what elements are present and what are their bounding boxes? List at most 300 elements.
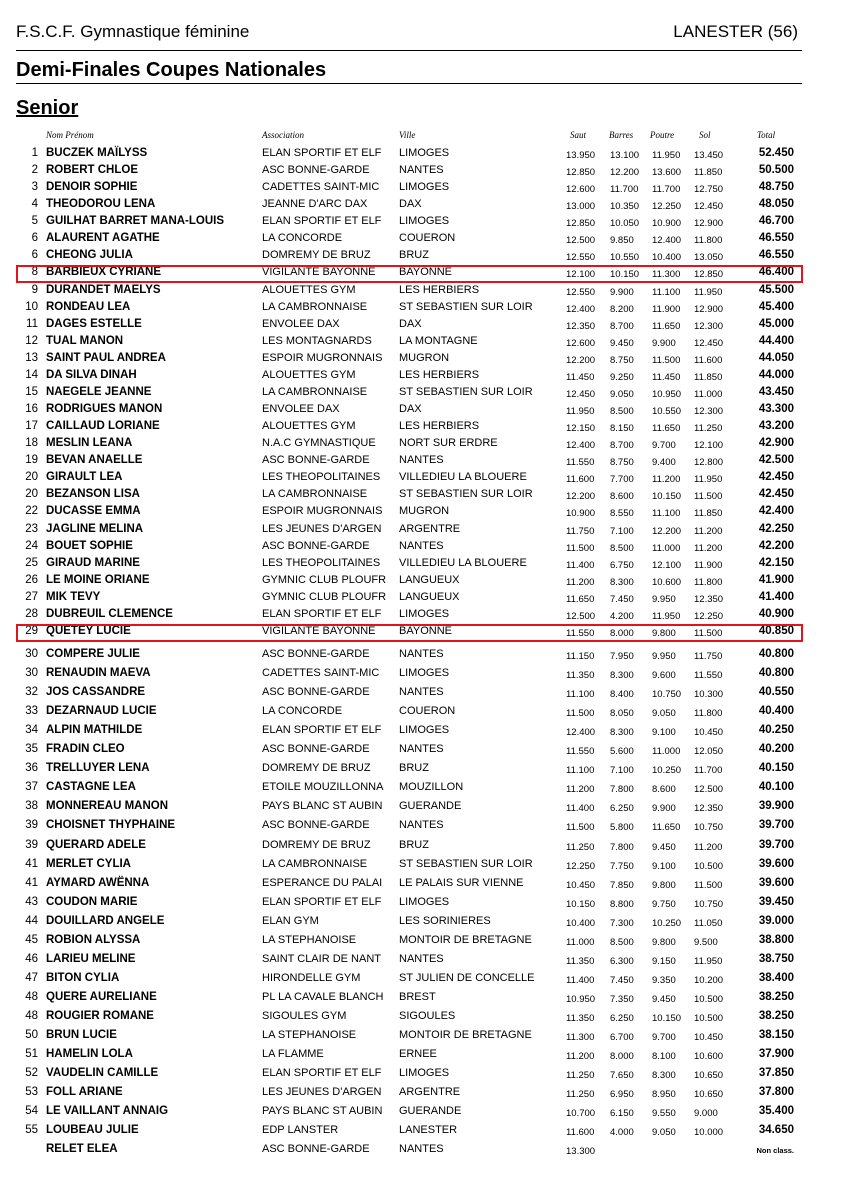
row-saut-score: 11.200 (566, 576, 595, 588)
row-barres-score: 6.950 (610, 1089, 634, 1101)
row-name: MERLET CYLIA (46, 857, 131, 870)
row-saut-score: 11.200 (566, 1051, 595, 1063)
row-association: EDP LANSTER (262, 1124, 339, 1137)
row-total: 42.200 (758, 539, 794, 552)
row-name: DUCASSE EMMA (46, 505, 141, 518)
row-total: 35.400 (758, 1105, 794, 1118)
row-poutre-score: 9.900 (652, 337, 676, 349)
row-barres-score: 6.300 (610, 955, 634, 967)
row-name: MESLIN LEANA (46, 437, 133, 450)
table-row (0, 877, 861, 894)
row-total: 38.250 (758, 990, 794, 1003)
row-sol-score: 12.100 (694, 440, 724, 452)
row-rank: 28 (25, 607, 38, 620)
table-row (0, 318, 861, 335)
row-sol-score: 11.700 (694, 765, 723, 777)
row-city: NANTES (399, 1143, 444, 1156)
row-total: 39.700 (758, 838, 794, 851)
row-rank: 30 (25, 648, 38, 660)
row-association: PL LA CAVALE BLANCH (262, 990, 384, 1003)
row-poutre-score: 11.700 (652, 184, 681, 196)
row-barres-score: 8.500 (610, 936, 634, 948)
row-poutre-score: 11.100 (652, 286, 681, 298)
row-city: NANTES (399, 952, 444, 965)
row-total: 45.500 (758, 283, 794, 296)
section-title: Senior (16, 97, 79, 119)
row-saut-score: 10.400 (566, 917, 596, 929)
row-name: ROBION ALYSSA (46, 933, 141, 946)
row-sol-score: 11.800 (694, 576, 723, 588)
row-poutre-score: 9.950 (652, 651, 676, 662)
row-city: LES SORINIERES (399, 914, 491, 927)
table-row (0, 724, 861, 741)
row-poutre-score: 11.000 (652, 542, 681, 554)
row-association: ASC BONNE-GARDE (262, 454, 370, 467)
row-name: MIK TEVY (46, 590, 101, 603)
row-association: ESPERANCE DU PALAI (262, 876, 383, 889)
row-association: SAINT CLAIR DE NANT (262, 952, 381, 965)
row-saut-score: 10.150 (566, 898, 596, 910)
row-saut-score: 12.550 (566, 252, 596, 264)
row-total: 42.500 (758, 454, 794, 467)
row-barres-score: 8.750 (610, 354, 634, 366)
row-total: 37.800 (758, 1086, 794, 1099)
row-total: 39.450 (758, 895, 794, 908)
row-city: DAX (399, 403, 422, 416)
row-poutre-score: 9.800 (652, 936, 676, 948)
row-saut-score: 11.100 (566, 689, 595, 701)
table-row (0, 523, 861, 540)
row-rank: 23 (25, 522, 38, 535)
row-association: ASC BONNE-GARDE (262, 819, 370, 832)
table-row (0, 403, 861, 420)
row-poutre-score: 12.400 (652, 235, 682, 247)
row-saut-score: 10.700 (566, 1108, 596, 1120)
table-row (0, 686, 861, 703)
row-rank: 12 (25, 334, 38, 347)
row-city: BRUZ (399, 838, 429, 851)
row-sol-score: 11.500 (694, 627, 723, 639)
row-sol-score: 13.050 (694, 252, 724, 264)
row-association: LA CAMBRONNAISE (262, 488, 368, 501)
row-city: LES HERBIERS (399, 368, 480, 381)
row-rank: 30 (25, 667, 38, 680)
row-sol-score: 10.500 (694, 993, 724, 1005)
table-row (0, 762, 861, 779)
row-total: 43.200 (758, 420, 794, 433)
row-poutre-score: 9.400 (652, 457, 676, 469)
row-association: JEANNE D'ARC DAX (262, 198, 368, 211)
row-name: RENAUDIN MAEVA (46, 667, 151, 680)
row-city: LIMOGES (399, 667, 450, 680)
row-total: 46.550 (758, 232, 794, 245)
row-total: 46.700 (758, 215, 794, 228)
row-rank: 29 (25, 624, 38, 637)
row-name: BOUET SOPHIE (46, 539, 133, 552)
row-poutre-score: 9.100 (652, 860, 676, 872)
row-city: COUERON (399, 705, 456, 718)
row-total: 43.450 (758, 385, 794, 398)
row-poutre-score: 9.450 (652, 841, 676, 853)
row-sol-score: 11.000 (694, 388, 723, 400)
row-saut-score: 11.200 (566, 784, 595, 796)
row-saut-score: 13.300 (566, 1146, 596, 1158)
row-barres-score: 7.850 (610, 879, 634, 891)
row-rank: 46 (25, 952, 38, 965)
row-rank: 38 (25, 800, 38, 813)
row-association: LA STEPHANOISE (262, 1029, 357, 1041)
row-saut-score: 12.850 (566, 167, 596, 179)
row-association: ELAN SPORTIF ET ELF (262, 147, 382, 159)
row-total: 45.000 (758, 317, 794, 330)
row-sol-score: 11.800 (694, 708, 723, 720)
row-association: ASC BONNE-GARDE (262, 648, 370, 660)
table-row (0, 972, 861, 989)
row-barres-score: 9.450 (610, 337, 634, 349)
row-total: 48.050 (758, 198, 794, 211)
row-poutre-score: 11.650 (652, 423, 681, 435)
row-poutre-score: 9.350 (652, 974, 676, 986)
table-row (0, 705, 861, 722)
row-association: LA CAMBRONNAISE (262, 857, 368, 870)
table-row (0, 215, 861, 232)
row-barres-score: 12.200 (610, 167, 640, 179)
row-saut-score: 11.650 (566, 593, 595, 605)
row-name: DURANDET MAELYS (46, 283, 161, 296)
row-association: ASC BONNE-GARDE (262, 539, 370, 552)
row-barres-score: 8.700 (610, 440, 634, 452)
row-rank: 47 (25, 971, 38, 984)
row-rank: 48 (25, 1009, 38, 1022)
row-total: 40.250 (758, 724, 794, 737)
row-barres-score: 8.300 (610, 576, 634, 588)
row-saut-score: 11.350 (566, 670, 595, 682)
row-saut-score: 11.550 (566, 457, 595, 469)
row-association: DOMREMY DE BRUZ (262, 838, 371, 851)
row-barres-score: 6.250 (610, 803, 634, 815)
row-total: 34.650 (758, 1124, 794, 1137)
row-rank: 11 (26, 317, 38, 330)
row-sol-score: 11.050 (694, 917, 723, 929)
row-sol-score: 10.300 (694, 689, 724, 701)
row-rank: 15 (25, 385, 38, 398)
row-association: LA CAMBRONNAISE (262, 300, 368, 313)
row-name: ROBERT CHLOE (46, 164, 138, 177)
table-row (0, 198, 861, 215)
row-city: LIMOGES (399, 895, 450, 908)
row-rank: 39 (25, 838, 38, 851)
row-saut-score: 11.500 (566, 542, 595, 554)
row-city: BRUZ (399, 762, 429, 775)
table-row (0, 471, 861, 488)
row-poutre-score: 8.950 (652, 1089, 676, 1101)
row-city: LIMOGES (399, 215, 450, 228)
row-city: DAX (399, 198, 422, 211)
row-poutre-score: 10.250 (652, 765, 682, 777)
table-row (0, 781, 861, 798)
row-saut-score: 11.400 (566, 559, 595, 571)
row-association: PAYS BLANC ST AUBIN (262, 1105, 383, 1118)
table-row (0, 369, 861, 386)
row-total: 38.150 (758, 1029, 794, 1041)
row-barres-score: 10.350 (610, 201, 640, 213)
row-association: DOMREMY DE BRUZ (262, 249, 371, 262)
row-saut-score: 12.150 (566, 423, 596, 435)
row-saut-score: 11.100 (566, 765, 595, 777)
row-saut-score: 11.550 (566, 627, 595, 639)
row-barres-score: 8.400 (610, 689, 634, 701)
row-saut-score: 12.850 (566, 218, 596, 230)
row-barres-score: 8.050 (610, 708, 634, 720)
row-city: GUERANDE (399, 800, 462, 813)
row-city: LE PALAIS SUR VIENNE (399, 876, 524, 889)
row-poutre-score: 11.450 (652, 371, 681, 383)
row-barres-score: 10.550 (610, 252, 640, 264)
row-rank: 1 (31, 147, 38, 159)
row-association: CADETTES SAINT-MIC (262, 667, 380, 680)
column-header-barres: Barres (609, 130, 634, 140)
row-city: LIMOGES (399, 147, 450, 159)
row-association: LES MONTAGNARDS (262, 334, 372, 347)
row-name: COUDON MARIE (46, 895, 138, 908)
row-sol-score: 10.600 (694, 1051, 724, 1063)
row-association: ASC BONNE-GARDE (262, 1143, 370, 1156)
row-saut-score: 11.250 (566, 1070, 595, 1082)
row-name: JAGLINE MELINA (46, 522, 144, 535)
row-poutre-score: 10.600 (652, 576, 682, 588)
row-poutre-score: 9.750 (652, 898, 676, 910)
row-city: NANTES (399, 743, 444, 756)
row-association: ENVOLEE DAX (262, 317, 340, 330)
row-saut-score: 11.250 (566, 841, 595, 853)
row-rank: 51 (25, 1048, 38, 1061)
row-poutre-score: 10.400 (652, 252, 682, 264)
row-name: ROUGIER ROMANE (46, 1009, 154, 1022)
row-total: 39.900 (758, 800, 794, 813)
row-saut-score: 11.600 (566, 474, 595, 486)
row-city: BAYONNE (399, 266, 452, 279)
row-sol-score: 10.200 (694, 974, 724, 986)
row-rank: 33 (25, 705, 38, 718)
row-sol-score: 11.200 (694, 542, 723, 554)
row-poutre-score: 11.000 (652, 746, 681, 758)
row-total: 40.150 (758, 762, 794, 775)
row-total: 41.900 (758, 573, 794, 586)
row-association: LA CONCORDE (262, 232, 343, 245)
row-poutre-score: 9.050 (652, 1127, 676, 1139)
row-rank: 39 (25, 819, 38, 832)
row-poutre-score: 10.550 (652, 406, 682, 418)
row-barres-score: 6.750 (610, 559, 634, 571)
row-barres-score: 7.100 (610, 765, 634, 777)
row-association: LES JEUNES D'ARGEN (262, 522, 382, 535)
row-saut-score: 11.250 (566, 1089, 595, 1101)
row-poutre-score: 11.950 (652, 610, 681, 622)
row-saut-score: 11.350 (566, 955, 595, 967)
row-total: 40.800 (758, 667, 794, 680)
row-rank: 52 (25, 1067, 38, 1080)
row-rank: 25 (25, 556, 38, 569)
row-association: ELAN GYM (262, 914, 319, 927)
row-rank: 53 (25, 1086, 38, 1099)
column-header-name: Nom Prénom (46, 130, 94, 140)
table-row (0, 181, 861, 198)
row-association: PAYS BLANC ST AUBIN (262, 800, 383, 813)
row-saut-score: 13.000 (566, 201, 596, 213)
column-header-city: Ville (399, 130, 416, 140)
row-sol-score: 10.450 (694, 1032, 724, 1043)
row-total: 40.850 (758, 624, 794, 637)
row-city: LES HERBIERS (399, 420, 480, 433)
row-poutre-score: 11.650 (652, 320, 681, 332)
row-barres-score: 7.800 (610, 841, 634, 853)
row-name: RODRIGUES MANON (46, 403, 163, 416)
row-city: ARGENTRE (399, 522, 461, 535)
row-barres-score: 7.800 (610, 784, 634, 796)
row-barres-score: 8.700 (610, 320, 634, 332)
row-city: ST SEBASTIEN SUR LOIR (399, 385, 533, 398)
row-name: DA SILVA DINAH (46, 368, 137, 381)
table-row (0, 858, 861, 875)
row-sol-score: 11.850 (694, 167, 723, 179)
row-sol-score: 12.900 (694, 303, 724, 315)
column-header-poutre: Poutre (650, 130, 675, 140)
row-total: 46.400 (758, 266, 794, 279)
row-city: NANTES (399, 819, 444, 832)
row-sol-score: 11.250 (694, 423, 723, 435)
row-name: LOUBEAU JULIE (46, 1124, 139, 1137)
row-rank: 50 (25, 1029, 38, 1041)
table-row (0, 301, 861, 318)
row-city: NANTES (399, 454, 444, 467)
row-association: ELAN SPORTIF ET ELF (262, 215, 382, 228)
row-poutre-score: 9.150 (652, 955, 676, 967)
row-name: LARIEU MELINE (46, 952, 136, 965)
row-sol-score: 10.450 (694, 727, 724, 739)
row-total: 40.900 (758, 607, 794, 620)
row-association: ESPOIR MUGRONNAIS (262, 505, 383, 518)
row-city: ST JULIEN DE CONCELLE (399, 971, 535, 984)
row-poutre-score: 9.600 (652, 670, 676, 682)
row-sol-score: 11.200 (694, 525, 723, 537)
row-name: DAGES ESTELLE (46, 317, 142, 330)
row-total: 42.450 (758, 488, 794, 501)
row-saut-score: 11.400 (566, 803, 595, 815)
column-header-association: Association (262, 130, 304, 140)
table-row (0, 648, 861, 665)
column-header-sol: Sol (699, 130, 711, 140)
row-name: QUERE AURELIANE (46, 990, 157, 1003)
row-sol-score: 9.000 (694, 1108, 718, 1120)
row-rank: 26 (25, 573, 38, 586)
row-total: 42.150 (758, 556, 794, 569)
row-sol-score: 11.900 (694, 559, 723, 571)
row-association: SIGOULES GYM (262, 1009, 347, 1022)
row-city: GUERANDE (399, 1105, 462, 1118)
row-sol-score: 10.750 (694, 898, 724, 910)
row-saut-score: 11.500 (566, 822, 595, 834)
row-barres-score: 8.150 (610, 423, 634, 435)
row-barres-score: 7.750 (610, 860, 634, 872)
row-poutre-score: 11.500 (652, 354, 681, 366)
row-sol-score: 10.500 (694, 1012, 724, 1024)
row-name: FRADIN CLEO (46, 743, 125, 756)
row-saut-score: 10.450 (566, 879, 596, 891)
page-title: Demi-Finales Coupes Nationales (16, 59, 327, 81)
row-association: N.A.C GYMNASTIQUE (262, 437, 376, 450)
row-sol-score: 11.800 (694, 235, 723, 247)
row-sol-score: 13.450 (694, 150, 724, 161)
row-barres-score: 8.500 (610, 542, 634, 554)
row-total: 50.500 (758, 164, 794, 177)
table-row (0, 896, 861, 913)
row-name: BITON CYLIA (46, 971, 120, 984)
row-total: 42.400 (758, 505, 794, 518)
row-saut-score: 12.400 (566, 303, 596, 315)
highlight-box (16, 265, 803, 283)
row-city: BAYONNE (399, 624, 452, 637)
row-rank: 17 (25, 420, 38, 433)
row-saut-score: 12.550 (566, 286, 596, 298)
page-header (16, 22, 802, 46)
row-poutre-score: 8.100 (652, 1051, 676, 1063)
row-sol-score: 10.750 (694, 822, 724, 834)
table-row (0, 1048, 861, 1065)
row-city: LA MONTAGNE (399, 334, 478, 347)
row-saut-score: 11.550 (566, 746, 595, 758)
table-row (0, 991, 861, 1008)
row-saut-score: 11.500 (566, 708, 595, 720)
row-association: ASC BONNE-GARDE (262, 686, 370, 699)
row-total: 40.800 (758, 648, 794, 660)
row-poutre-score: 8.600 (652, 784, 676, 796)
row-barres-score: 7.450 (610, 974, 634, 986)
table-row (0, 591, 861, 608)
row-city: NANTES (399, 539, 444, 552)
row-city: LES HERBIERS (399, 283, 480, 296)
row-rank: 34 (25, 724, 38, 737)
row-name: CAILLAUD LORIANE (46, 420, 160, 433)
row-rank: 44 (25, 914, 38, 927)
row-city: MUGRON (399, 505, 450, 518)
row-rank: 37 (25, 781, 38, 794)
row-name: BEZANSON LISA (46, 488, 140, 501)
row-city: NORT SUR ERDRE (399, 437, 498, 450)
table-row (0, 953, 861, 970)
row-sol-score: 12.300 (694, 320, 724, 332)
row-association: HIRONDELLE GYM (262, 971, 361, 984)
row-sol-score: 12.450 (694, 201, 724, 213)
row-sol-score: 12.350 (694, 803, 724, 815)
row-sol-score: 11.200 (694, 841, 723, 853)
row-poutre-score: 9.550 (652, 1108, 676, 1120)
row-rank: 10 (25, 300, 38, 313)
row-rank: 16 (25, 403, 38, 416)
row-poutre-score: 11.950 (652, 150, 681, 161)
row-total: 46.550 (758, 249, 794, 262)
row-sol-score: 12.050 (694, 746, 724, 758)
row-barres-score: 13.100 (610, 150, 640, 161)
row-name: TRELLUYER LENA (46, 762, 150, 775)
row-name: DEZARNAUD LUCIE (46, 705, 157, 718)
federation-name: F.S.C.F. Gymnastique féminine (16, 22, 250, 41)
event-location: LANESTER (56) (673, 22, 798, 41)
row-sol-score: 11.500 (694, 491, 723, 503)
row-name: ALAURENT AGATHE (46, 232, 160, 245)
row-barres-score: 9.050 (610, 388, 634, 400)
row-city: ERNEE (399, 1048, 437, 1061)
row-sol-score: 10.650 (694, 1070, 724, 1082)
